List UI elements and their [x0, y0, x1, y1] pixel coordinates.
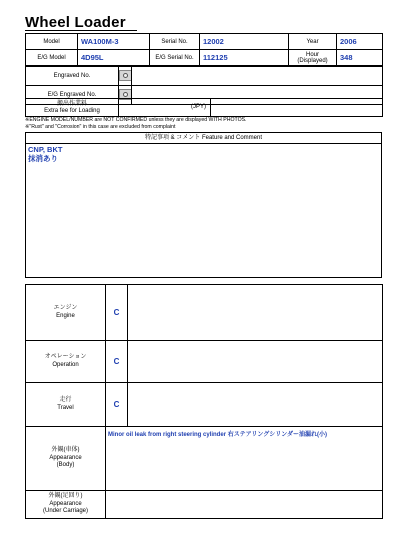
engraved-value	[132, 67, 383, 86]
comment-line: 抹消あり	[28, 154, 58, 163]
note-rust: ※"Rust" and "Corrosion" in this case are excluded from complaint	[25, 124, 176, 130]
engine-grade: C	[106, 285, 128, 341]
engraved-photo-cell	[119, 67, 132, 86]
model-value: WA100M-3	[78, 34, 150, 50]
comment-body	[26, 144, 381, 164]
appearance-body-label-en-sub: (Body)	[56, 462, 75, 469]
appearance-body-comment: Minor oil leak from right steering cylinder 右ステアリングシリンダー油漏れ(小)	[106, 427, 383, 491]
note-engine: ※ENGINE MODEL/NUMBER are NOT CONFIRMED unless they are displayed WITH PHOTOS.	[25, 117, 247, 123]
year-label: Year	[289, 34, 337, 50]
eg-model-value: 4D95L	[78, 50, 150, 66]
fee-label-jp: 搬出作業料	[56, 101, 87, 107]
year-value: 2006	[337, 34, 383, 50]
comment-box	[25, 132, 382, 278]
travel-label	[26, 383, 106, 427]
engine-label	[26, 285, 106, 341]
camera-icon	[119, 70, 132, 81]
appearance-under-label-en-sub: (Under Carriage)	[42, 508, 88, 515]
appearance-under-label	[26, 491, 106, 519]
fee-label-en: Extra fee for Loading	[44, 107, 100, 114]
title-underline	[25, 30, 137, 31]
header-table	[25, 33, 383, 66]
eg-serial-label: E/G Serial No.	[150, 50, 200, 66]
eg-serial-value: 112125	[200, 50, 289, 66]
fee-table	[25, 98, 383, 117]
fee-label	[26, 99, 119, 117]
appearance-body-label-jp: 外観(車体)	[51, 447, 80, 454]
operation-label-jp: オペレーション	[44, 354, 87, 360]
eg-model-label: E/G Model	[26, 50, 78, 66]
operation-grade: C	[106, 341, 128, 383]
evaluation-table	[25, 284, 383, 519]
engine-label-en: Engine	[56, 312, 75, 319]
operation-label	[26, 341, 106, 383]
travel-comment	[128, 383, 383, 427]
comment-heading: 特記事項 & コメント Feature and Comment	[26, 133, 381, 144]
engine-label-jp: エンジン	[53, 305, 78, 311]
serial-label: Serial No.	[150, 34, 200, 50]
fee-unit: (JPY)	[119, 99, 211, 117]
model-label: Model	[26, 34, 78, 50]
comment-line: CNP, BKT	[28, 145, 63, 154]
appearance-body-label	[26, 427, 106, 491]
appearance-under-label-jp: 外観(足回り)	[48, 493, 83, 500]
engine-comment	[128, 285, 383, 341]
operation-label-en: Operation	[52, 361, 79, 368]
page-title: Wheel Loader	[25, 14, 126, 31]
appearance-body-label-en: Appearance	[49, 454, 82, 461]
hour-label	[289, 50, 337, 66]
hour-label-line1: Hour	[305, 51, 319, 58]
fee-blank	[211, 99, 383, 117]
engraved-label: Engraved No.	[26, 67, 119, 86]
appearance-under-comment	[106, 491, 383, 519]
travel-label-en: Travel	[57, 404, 74, 411]
travel-label-jp: 走行	[59, 397, 72, 403]
eg-engraved-label: E/G Engraved No.	[26, 86, 119, 105]
travel-grade: C	[106, 383, 128, 427]
hour-value: 348	[337, 50, 383, 66]
operation-comment	[128, 341, 383, 383]
serial-value: 12002	[200, 34, 289, 50]
appearance-under-label-en: Appearance	[49, 500, 82, 507]
hour-label-line2: (Displayed)	[297, 57, 328, 64]
